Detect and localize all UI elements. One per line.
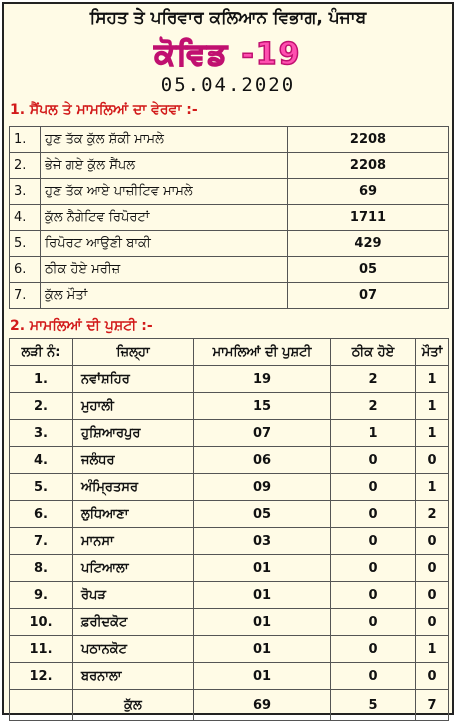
summary-row-label: ਹੁਣ ਤੱਕ ਆਏ ਪਾਜ਼ੀਟਿਵ ਮਾਮਲੇ <box>41 179 288 205</box>
summary-row-value: 69 <box>288 179 449 205</box>
district-row-confirmed: 15 <box>194 393 331 420</box>
district-row-recovered: 0 <box>331 663 416 690</box>
section2-heading: 2. ਮਾਮਲਿਆਂ ਦੀ ਪੁਸ਼ਟੀ :- <box>10 318 153 334</box>
district-row-recovered: 0 <box>331 609 416 636</box>
district-row-recovered: 0 <box>331 501 416 528</box>
district-row-deaths: 1 <box>416 393 449 420</box>
covid-banner: ਕੋਵਿਡ -19 <box>154 37 302 72</box>
district-row-deaths: 1 <box>416 366 449 393</box>
district-row-deaths: 0 <box>416 663 449 690</box>
summary-row-value: 05 <box>288 257 449 283</box>
district-row-confirmed: 01 <box>194 636 331 663</box>
district-row-confirmed: 01 <box>194 555 331 582</box>
district-row-confirmed: 01 <box>194 609 331 636</box>
district-row-serial: 5. <box>10 474 73 501</box>
district-row-name: ਪਠਾਨਕੋਟ <box>73 636 194 663</box>
summary-row-label: ਕੁੱਲ ਨੈਗੇਟਿਵ ਰਿਪੋਰਟਾਂ <box>41 205 288 231</box>
district-row <box>10 447 449 474</box>
district-row-name: ਹੁਸ਼ਿਆਰਪੁਰ <box>73 420 194 447</box>
summary-row-number: 5. <box>10 231 41 257</box>
district-row-confirmed: 06 <box>194 447 331 474</box>
district-row-recovered: 0 <box>331 528 416 555</box>
total-row-recovered: 5 <box>331 690 416 721</box>
district-row-name: ਮੁਹਾਲੀ <box>73 393 194 420</box>
bulletin-date: 05.04.2020 <box>160 74 296 96</box>
district-row-serial: 1. <box>10 366 73 393</box>
district-row-recovered: 2 <box>331 393 416 420</box>
district-row-deaths: 0 <box>416 555 449 582</box>
district-row-deaths: 1 <box>416 474 449 501</box>
total-row-label: ਕੁੱਲ <box>73 690 194 721</box>
district-row <box>10 663 449 690</box>
summary-row <box>10 231 449 257</box>
district-row <box>10 555 449 582</box>
district-row-name: ਨਵਾਂਸ਼ਹਿਰ <box>73 366 194 393</box>
summary-row-label: ਕੁੱਲ ਮੌਤਾਂ <box>41 283 288 309</box>
district-row-name: ਪਟਿਆਲਾ <box>73 555 194 582</box>
summary-row-label: ਭੇਜੇ ਗਏ ਕੁੱਲ ਸੈਂਪਲ <box>41 153 288 179</box>
district-table <box>9 338 449 721</box>
summary-row-number: 3. <box>10 179 41 205</box>
district-row-confirmed: 09 <box>194 474 331 501</box>
district-row-serial: 4. <box>10 447 73 474</box>
col-recovered: ਠੀਕ ਹੋਏ <box>331 339 416 366</box>
district-row-confirmed: 07 <box>194 420 331 447</box>
district-row-deaths: 0 <box>416 609 449 636</box>
district-row-name: ਬਰਨਾਲਾ <box>73 663 194 690</box>
district-row <box>10 393 449 420</box>
section1-heading: 1. ਸੈਂਪਲ ਤੇ ਮਾਮਲਿਆਂ ਦਾ ਵੇਰਵਾ :- <box>10 102 198 118</box>
total-row-confirmed: 69 <box>194 690 331 721</box>
summary-row-value: 07 <box>288 283 449 309</box>
district-row <box>10 501 449 528</box>
district-row-serial: 11. <box>10 636 73 663</box>
district-row <box>10 528 449 555</box>
district-row-confirmed: 03 <box>194 528 331 555</box>
district-row <box>10 474 449 501</box>
district-row-name: ਜਲੰਧਰ <box>73 447 194 474</box>
summary-row-label: ਠੀਕ ਹੋਏ ਮਰੀਜ਼ <box>41 257 288 283</box>
district-row-name: ਫ਼ਰੀਦਕੋਟ <box>73 609 194 636</box>
summary-row-value: 1711 <box>288 205 449 231</box>
district-row-name: ਲੁਧਿਆਣਾ <box>73 501 194 528</box>
col-deaths: ਮੌਤਾਂ <box>416 339 449 366</box>
district-row-deaths: 1 <box>416 636 449 663</box>
summary-row-number: 7. <box>10 283 41 309</box>
district-row-name: ਰੋਪੜ <box>73 582 194 609</box>
summary-row-label: ਹੁਣ ਤੱਕ ਕੁੱਲ ਸ਼ੱਕੀ ਮਾਮਲੇ <box>41 127 288 153</box>
col-serial: ਲੜੀ ਨੰ: <box>10 339 73 366</box>
district-row <box>10 366 449 393</box>
summary-row <box>10 127 449 153</box>
summary-row-number: 6. <box>10 257 41 283</box>
total-row-serial <box>10 690 73 721</box>
district-row-recovered: 1 <box>331 420 416 447</box>
district-row-name: ਮਾਨਸਾ <box>73 528 194 555</box>
col-confirmed: ਮਾਮਲਿਆਂ ਦੀ ਪੁਸ਼ਟੀ <box>194 339 331 366</box>
district-row-serial: 6. <box>10 501 73 528</box>
summary-row <box>10 205 449 231</box>
summary-row-number: 2. <box>10 153 41 179</box>
district-row-confirmed: 05 <box>194 501 331 528</box>
district-row-serial: 12. <box>10 663 73 690</box>
district-row-confirmed: 01 <box>194 663 331 690</box>
summary-row-value: 2208 <box>288 127 449 153</box>
summary-row-value: 2208 <box>288 153 449 179</box>
summary-row <box>10 283 449 309</box>
district-row <box>10 582 449 609</box>
district-row-serial: 9. <box>10 582 73 609</box>
summary-row <box>10 257 449 283</box>
total-row <box>10 690 449 721</box>
district-row-recovered: 2 <box>331 366 416 393</box>
district-row-serial: 8. <box>10 555 73 582</box>
district-row-deaths: 1 <box>416 420 449 447</box>
department-title: ਸਿਹਤ ਤੇ ਪਰਿਵਾਰ ਕਲਿਆਨ ਵਿਭਾਗ, ਪੰਜਾਬ <box>89 8 367 28</box>
district-table-header <box>10 339 449 366</box>
district-row-serial: 10. <box>10 609 73 636</box>
district-row-serial: 3. <box>10 420 73 447</box>
district-row-deaths: 0 <box>416 447 449 474</box>
col-district: ਜ਼ਿਲ੍ਹਾ <box>73 339 194 366</box>
district-row-recovered: 0 <box>331 555 416 582</box>
district-row-recovered: 0 <box>331 447 416 474</box>
summary-row-number: 1. <box>10 127 41 153</box>
bulletin-frame <box>2 2 454 715</box>
district-row-serial: 2. <box>10 393 73 420</box>
district-row <box>10 609 449 636</box>
summary-row <box>10 153 449 179</box>
summary-row-number: 4. <box>10 205 41 231</box>
district-row-serial: 7. <box>10 528 73 555</box>
district-row-name: ਅੰਮ੍ਰਿਤਸਰ <box>73 474 194 501</box>
district-row-confirmed: 19 <box>194 366 331 393</box>
district-row-deaths: 2 <box>416 501 449 528</box>
summary-table <box>9 126 449 309</box>
summary-row-value: 429 <box>288 231 449 257</box>
district-row-recovered: 0 <box>331 582 416 609</box>
district-row-recovered: 0 <box>331 474 416 501</box>
summary-row-label: ਰਿਪੋਰਟ ਆਉਣੀ ਬਾਕੀ <box>41 231 288 257</box>
district-row-recovered: 0 <box>331 636 416 663</box>
summary-row <box>10 179 449 205</box>
total-row-deaths: 7 <box>416 690 449 721</box>
district-row-confirmed: 01 <box>194 582 331 609</box>
district-row-deaths: 0 <box>416 528 449 555</box>
district-row-deaths: 0 <box>416 582 449 609</box>
district-row <box>10 636 449 663</box>
district-row <box>10 420 449 447</box>
